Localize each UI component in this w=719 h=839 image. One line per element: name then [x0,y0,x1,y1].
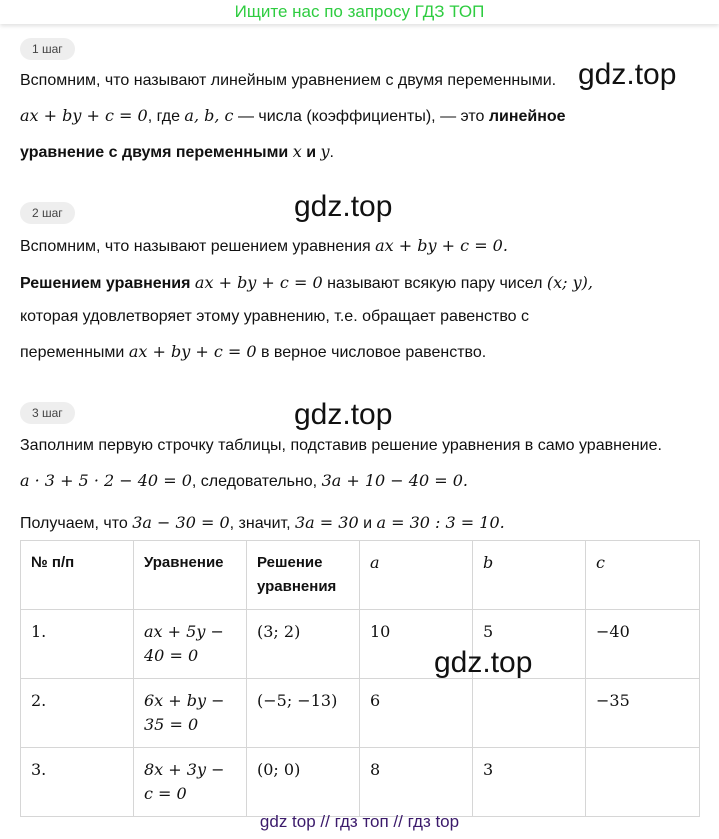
table-row [21,679,700,748]
row-number: 2. [21,679,134,748]
row-equation: 8x + 3y − c = 0 [134,748,247,817]
step-2-line-4: переменными ax + by + c = 0 в верное числовое равенство. [20,342,487,361]
step-1-line-1: Вспомним, что называют линейным уравнением с двумя переменными. [20,72,557,89]
row-solution: (3; 2) [247,610,360,679]
row-c: −40 [586,610,700,679]
row-solution: (0; 0) [247,748,360,817]
step-3-line-1: Заполним первую строчку таблицы, подставив решение уравнения в само уравнение. [20,437,662,454]
step-2-line-2: Решением уравнения ax + by + c = 0 называют всякую пару чисел (x; y), [20,273,593,292]
row-solution: (−5; −13) [247,679,360,748]
table-row [21,610,700,679]
step-2-badge: 2 шаг [20,202,75,224]
header-c: c [586,541,700,610]
step-3-line-2: a · 3 + 5 · 2 − 40 = 0, следовательно, 3a + 10 − 40 = 0. [20,471,468,490]
header-equation: Уравнение [134,541,247,610]
row-c [586,748,700,817]
header-solution: Решение уравнения [247,541,360,610]
step-2-line-3: которая удовлетворяет этому уравнению, т.е. обращает равенство с [20,308,529,325]
search-banner [0,0,719,24]
watermark: gdz.top [578,58,677,91]
row-equation: ax + 5y − 40 = 0 [134,610,247,679]
watermark: gdz.top [294,398,393,431]
step-1-line-3: уравнение с двумя переменными x и y. [20,142,334,161]
table-row [21,748,700,817]
row-a: 10 [360,610,473,679]
step-1-line-2: ax + by + c = 0, где a, b, c — числа (коэффициенты), — это линейное [20,106,566,125]
header-number: № п/п [21,541,134,610]
row-number: 1. [21,610,134,679]
row-number: 3. [21,748,134,817]
row-c: −35 [586,679,700,748]
step-1-badge: 1 шаг [20,38,75,60]
row-b [473,679,586,748]
header-b: b [473,541,586,610]
step-2-line-1: Вспомним, что называют решением уравнения ax + by + c = 0. [20,236,508,255]
footer-links: gdz top // гдз топ // гдз top [259,812,460,831]
table-header-row [21,541,700,610]
row-equation: 6x + by − 35 = 0 [134,679,247,748]
row-b: 3 [473,748,586,817]
header-a: a [360,541,473,610]
row-a: 6 [360,679,473,748]
row-b: 5 [473,610,586,679]
row-a: 8 [360,748,473,817]
coefficients-table [20,540,700,817]
step-3-line-3: Получаем, что 3a − 30 = 0, значит, 3a = 30 и a = 30 : 3 = 10. [20,513,505,532]
watermark: gdz.top [294,190,393,223]
step-3-badge: 3 шаг [20,402,75,424]
watermark: gdz.top [434,646,533,679]
banner-text: Ищите нас по запросу ГДЗ ТОП [234,2,485,21]
